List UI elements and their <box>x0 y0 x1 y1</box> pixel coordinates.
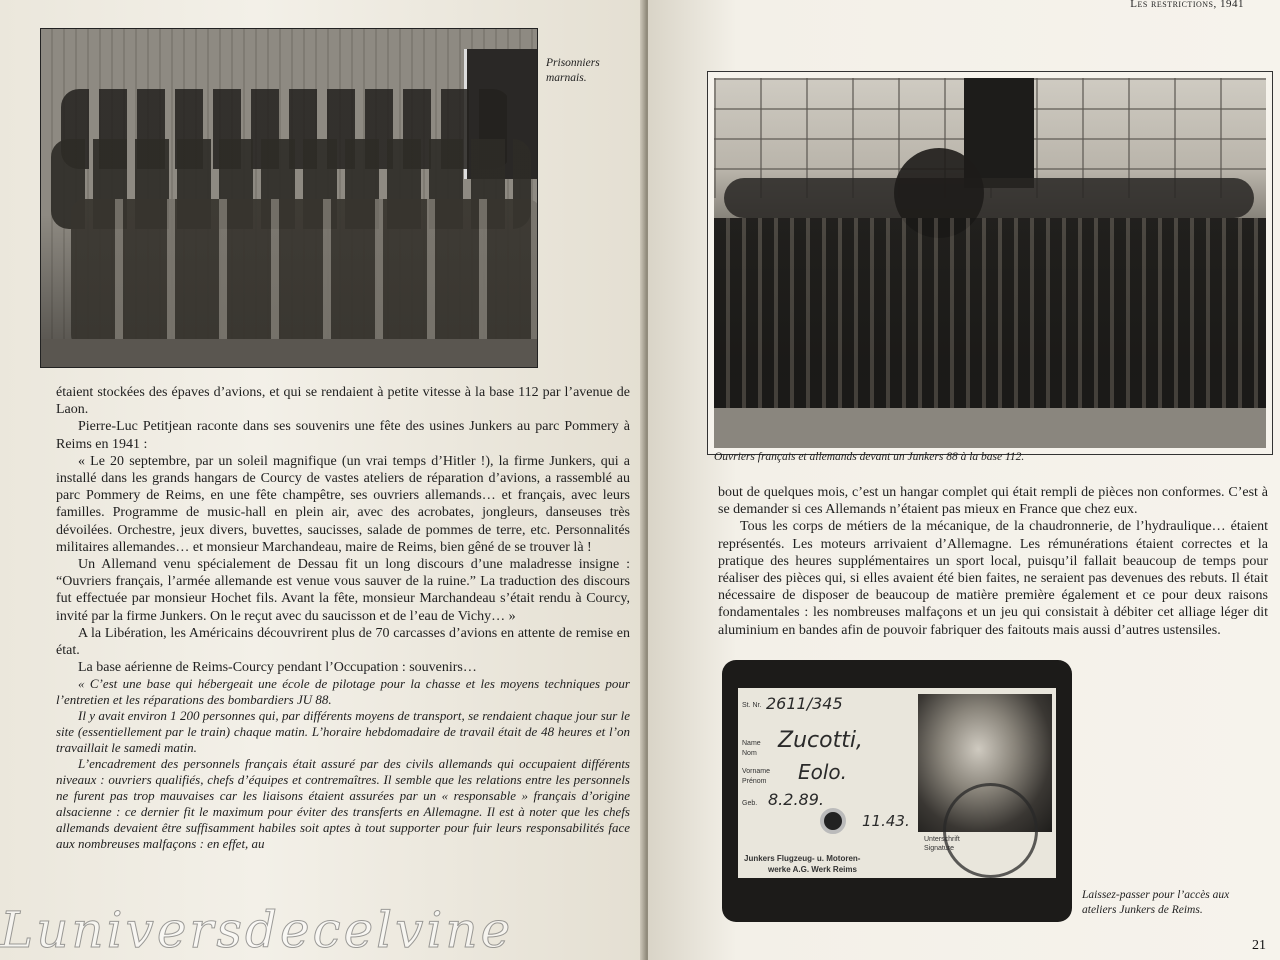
card-issuer-line-2: werke A.G. Werk Reims <box>768 865 857 874</box>
paragraph: Pierre-Luc Petitjean raconte dans ses souvenirs une fête des usines Junkers au parc Pommery à Reims en 1941 : <box>56 419 630 452</box>
running-head: Les restrictions, 1941 <box>1130 0 1244 10</box>
paragraph: « C’est une base qui hébergeait une école de pilotage pour la chasse et les moyens techniques pour l’entretien et les réparations des bombardiers JU 88. <box>56 676 630 708</box>
card-date: 11.43. <box>862 812 910 830</box>
left-text <box>56 384 630 852</box>
card-firstname-label-fr: Prénom <box>742 778 767 785</box>
grommet-icon <box>820 808 846 834</box>
card-caption: Laissez-passer pour l’accès aux ateliers Junkers de Reims. <box>1082 889 1230 916</box>
stamp-icon <box>943 783 1038 878</box>
prisoners-photo <box>40 28 538 368</box>
card-number-label: St. Nr. <box>742 702 762 709</box>
hangar-caption: Ouvriers français et allemands devant un Junkers 88 à la base 112. <box>714 451 1025 463</box>
card-firstname: Eolo. <box>798 760 848 784</box>
card-name-label-fr: Nom <box>742 750 757 757</box>
paragraph: bout de quelques mois, c’est un hangar complet qui était rempli de pièces non conformes. C’est à se demander si ces Allemands n’étaient pas mieux en France que chez eux. <box>718 485 1268 518</box>
card-name: Zucotti, <box>778 728 863 753</box>
card-birth: 8.2.89. <box>768 790 824 809</box>
paragraph: A la Libération, les Américains découvrirent plus de 70 carcasses d’avions en attente de remise en état. <box>56 625 630 659</box>
paragraph: Il y avait environ 1 200 personnes qui, par différents moyens de transport, se rendaient chaque jour sur le site (essentiellement par le train) chaque matin. L’horaire hebdomadaire de travail était de 48 heures et l’on travaillait le samedi matin. <box>56 708 630 756</box>
card-signature-label-fr: Signature <box>924 845 954 852</box>
page-number: 21 <box>1252 938 1266 953</box>
paragraph: La base aérienne de Reims-Courcy pendant l’Occupation : souvenirs… <box>78 660 477 676</box>
paragraph: L’encadrement des personnels français était assuré par des civils allemands qui occupaient différents niveaux : ouvriers qualifiés, chefs d’équipes et contremaîtres. Il semble que les relations entre les personnels ne furent pas trop mauvaises car les liaisons étaient assurées par un « responsable » français d’origine alsacienne : ce dernier fit le maximum pour éviter des transferts en Allemagne. Il est à noter que les chefs allemands devaient être suffisamment habiles soit aptes à tout supporter pour fuir leurs responsabilités face aux nombreuses malfaçons : en effet, au <box>56 756 630 852</box>
paragraph: Un Allemand venu spécialement de Dessau fit un long discours d’une maladresse insigne : “Ouvriers français, l’armée allemande est venue vous sauver de la ruine.” La traduction des discours fut effectuée par monsieur Hochet fils. Avant la fête, monsieur Marchandeau s’était rendu à Courcy, invité par la firme Junkers. On le reçut avec du saucisson et de l’eau de Vichy… » <box>56 557 630 624</box>
card-issuer-line-1: Junkers Flugzeug- u. Motoren- <box>744 854 861 863</box>
paragraph: « Le 20 septembre, par un soleil magnifique (un vrai temps d’Hitler !), la firme Junkers, qui a installé dans les grands hangars de Courcy de vastes ateliers de réparation d’avions, a rassemblé au parc Pommery de Reims, en une fête champêtre, ses ouvriers allemands… et français, avec leurs familles. Programme de music-hall en plein air, avec des acrobates, jongleurs, danseuses très dévoilées. Orchestre, jeux divers, buvettes, saucisses, salade de pommes de terre, etc. Personnalités militaires allemandes… et monsieur Marchandeau, maire de Reims, bien gêné de se trouver là ! <box>56 453 630 555</box>
watermark: Luniversdecelvine <box>0 901 514 959</box>
card-birth-label: Geb. <box>742 800 758 807</box>
paragraph: étaient stockées des épaves d’avions, et qui se rendaient à petite vitesse à la base 112 par l’avenue de Laon. <box>56 385 630 418</box>
id-card <box>738 688 1056 878</box>
card-firstname-label: Vorname <box>742 768 771 775</box>
paragraph: Tous les corps de métiers de la mécanique, de la chaudronnerie, de l’hydraulique… étaient représentés. Les moteurs arrivaient d’Allemagne. Les rémunérations étaient correctes et la pratique des heures supplémentaires un sport local, puisqu’il fallait beaucoup de temps pour réaliser des pièces qui, si elles avaient été bien faites, ne seraient pas devenues des rebuts. Il était nécessaire de disposer de beaucoup de matière première également et ce pour deux raisons fondamentales : les nombreuses malfaçons et un jeu qui consistait à débiter cet alliage léger dit aluminium en bandes afin de pouvoir fabriquer des faitouts mais aussi d’autres ustensiles. <box>718 519 1268 638</box>
card-signature-label: Unterschrift <box>924 836 960 843</box>
prisoners-caption: Prisonniers marnais. <box>546 57 600 84</box>
hangar-workers-photo <box>708 72 1272 454</box>
id-card-photo <box>722 660 1072 922</box>
right-text <box>718 484 1268 639</box>
card-name-label: Name <box>742 740 761 747</box>
card-number: 2611/345 <box>766 694 843 713</box>
